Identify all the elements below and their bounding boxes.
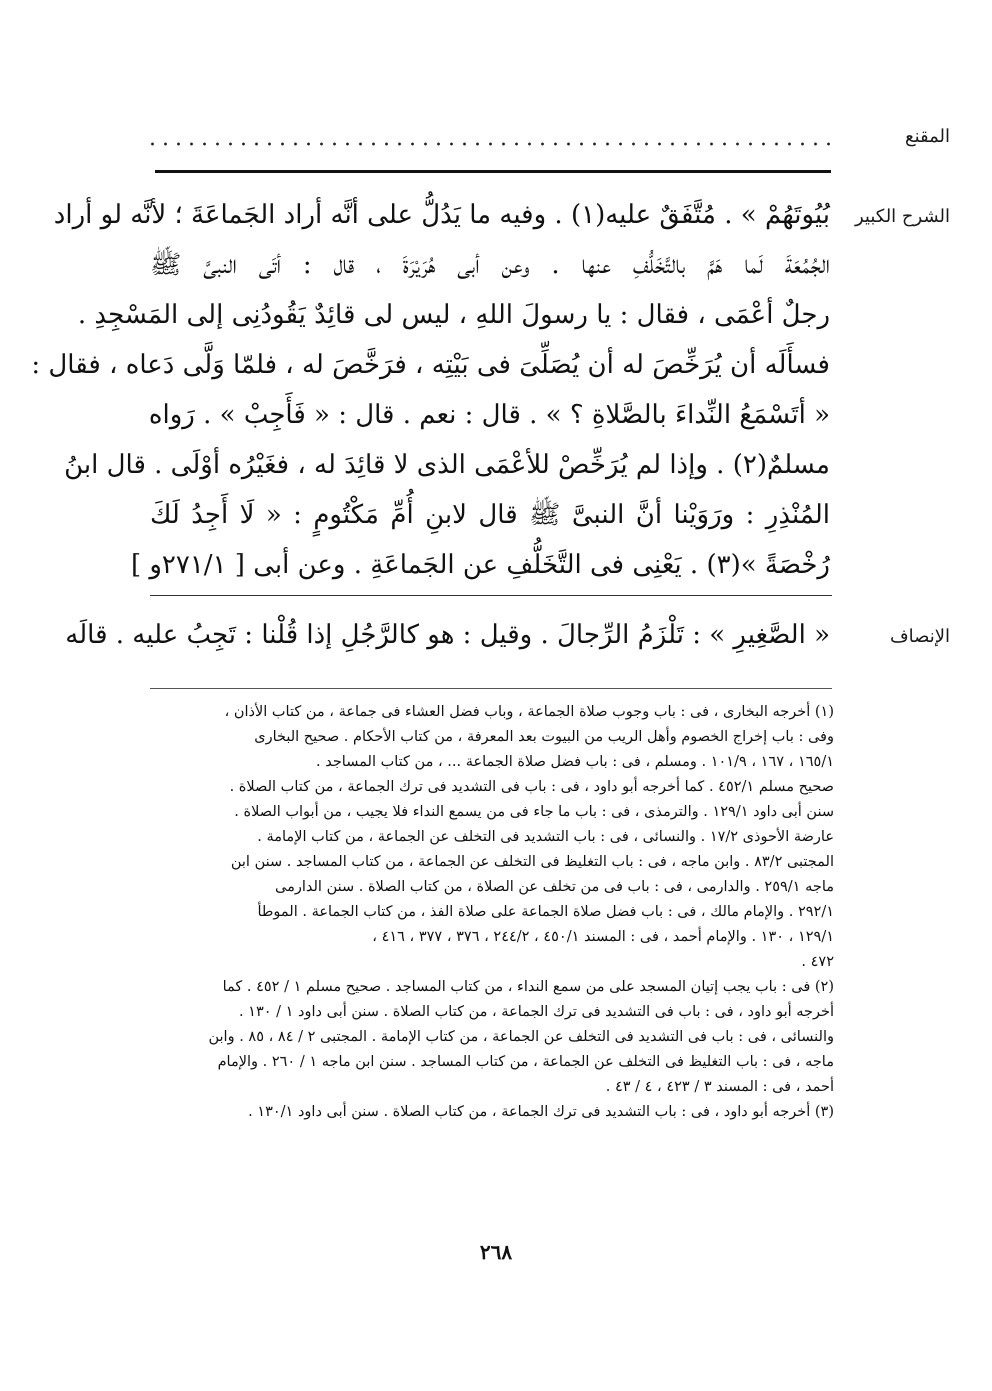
- footnote-line: أحمد ، فى : المسند ٣ / ٤٢٣ ، ٤ / ٤٣ .: [605, 1079, 834, 1095]
- footnotes-block: [150, 700, 834, 1125]
- footnote-line: ماجه ، فى : باب التغليظ فى التخلف عن الجماعة ، من كتاب المساجد . سنن ابن ماجه ١ / ٢٦٠ . والإمام: [217, 1054, 834, 1070]
- footnote-line: ٢٩٢/١ . والإمام مالك ، فى : باب فضل صلاة الجماعة على صلاة الفذ ، من كتاب الجماعة . الموطأ: [257, 904, 834, 920]
- muqni-label: المقنع: [904, 126, 950, 147]
- footnote-line: المجتبى ٨٣/٢ . وابن ماجه ، فى : باب التغليظ فى التخلف عن الجماعة ، من كتاب المساجد . سنن ابن: [230, 854, 834, 870]
- main-text-line: فسأَلَه أن يُرَخِّصَ له أن يُصَلِّىَ فى بَيْتِه ، فرَخَّصَ له ، فلمّا وَلَّى دَعاه ، فقال :: [31, 350, 830, 380]
- header-rule: [155, 170, 831, 173]
- footnote-line: صحيح مسلم ٤٥٢/١ . كما أخرجه أبو داود ، فى : باب فى التشديد فى ترك الجماعة ، من كتاب الصلاة .: [229, 779, 834, 795]
- sharh-label: الشرح الكبير: [854, 206, 950, 227]
- footnote-line: (٣) أخرجه أبو داود ، فى : باب التشديد فى ترك الجماعة ، من كتاب الصلاة . سنن أبى داود ١٣٠/١ .: [248, 1104, 834, 1120]
- footnote-line: ٤٧٢ .: [801, 954, 834, 970]
- footnote-line: والنسائى ، فى : باب فى التشديد فى التخلف عن الجماعة ، من كتاب الإمامة . المجتبى ٢ / ٨٤ ، ٨٥ . وابن: [208, 1029, 834, 1045]
- footnote-line: ١٢٩/١ ، ١٣٠ . والإمام أحمد ، فى : المسند ٤٥٠/١ ، ٢٤٤/٢ ، ٣٧٦ ، ٣٧٧ ، ٤١٦ ،: [372, 929, 834, 945]
- dotted-separator: [146, 142, 832, 146]
- footnote-line: (١) أخرجه البخارى ، فى : باب وجوب صلاة الجماعة ، وباب فضل العشاء فى جماعة ، من كتاب الأذان ،: [224, 704, 834, 720]
- main-text-block: [31, 190, 830, 590]
- footnote-line: أخرجه أبو داود ، فى : باب فى التشديد فى ترك الجماعة ، من كتاب الصلاة . سنن أبى داود ١ / ١٣٠ .: [238, 1004, 834, 1020]
- footnote-line: ١٦٥/١ ، ١٦٧ ، ١٠١/٩ . ومسلم ، فى : باب فضل صلاة الجماعة ... ، من كتاب المساجد .: [316, 754, 834, 770]
- main-text-line: مسلمٌ(٢) . وإذا لم يُرَخِّصْ للأعْمَى الذى لا قائِدَ له ، فغَيْرُه أوْلَى . قال ابنُ: [64, 450, 830, 480]
- footnote-line: عارضة الأحوذى ١٧/٢ . والنسائى ، فى : باب التشديد فى التخلف عن الجماعة ، من كتاب الإمامة .: [257, 829, 834, 845]
- page-number: ٢٦٨: [479, 1240, 513, 1264]
- footnote-line: (٢) فى : باب يجب إتيان المسجد على من سمع النداء ، من كتاب المساجد . صحيح مسلم ١ / ٤٥٢ . كما: [222, 979, 834, 995]
- footnote-line: وفى : باب إخراج الخصوم وأهل الريب من البيوت بعد المعرفة ، من كتاب الأحكام . صحيح البخارى: [254, 729, 834, 745]
- main-text-line: الجُمُعَةَ لَما هَمَّ بالتَّخَلُّفِ عنها . وعن أبى هُرَيْرَةَ ، قال : أتَى النبىَّ ﷺ: [150, 250, 830, 280]
- main-text-line: المُنْذِرِ : ورَوَيْنا أنَّ النبىَّ ﷺ قال لابنِ أُمِّ مَكْتُومٍ : « لَا أَجِدُ لَكَ: [150, 500, 830, 530]
- insaf-label: الإنصاف: [889, 626, 950, 647]
- main-text-line: رُخْصَةً »(٣) . يَعْنِى فى التَّخَلُّفِ عن الجَماعَةِ . وعن أبى [ ٢٧١/١و ]: [130, 550, 830, 580]
- insaf-text: « الصَّغِيرِ » : تَلْزَمُ الرِّجالَ . وقيل : هو كالرَّجُلِ إذا قُلْنا : تَجِبُ عليه . قالَه: [65, 620, 830, 650]
- footnote-line: سنن أبى داود ١٢٩/١ . والترمذى ، فى : باب ما جاء فى من يسمع النداء فلا يجيب ، من أبواب الصلاة .: [234, 804, 834, 820]
- insaf-divider: [150, 595, 832, 596]
- main-text-line: بُيُوتَهُمْ » . مُتَّفَقٌ عليه(١) . وفيه ما يَدُلُّ على أنَّه أراد الجَماعَةَ ؛ لأنَّه لو أراد: [53, 200, 830, 230]
- footnote-divider: [150, 688, 832, 689]
- main-text-line: رجلٌ أعْمَى ، فقال : يا رسولَ اللهِ ، ليس لى قائِدٌ يَقُودُنِى إلى المَسْجِدِ .: [77, 300, 830, 330]
- footnote-line: ماجه ٢٥٩/١ . والدارمى ، فى : باب فى من تخلف عن الصلاة ، من كتاب الصلاة . سنن الدارمى: [275, 879, 834, 895]
- main-text-line: « أتَسْمَعُ النِّداءَ بالصَّلاةِ ؟ » . قال : نعم . قال : « فَأَجِبْ » . رَواه: [148, 400, 830, 430]
